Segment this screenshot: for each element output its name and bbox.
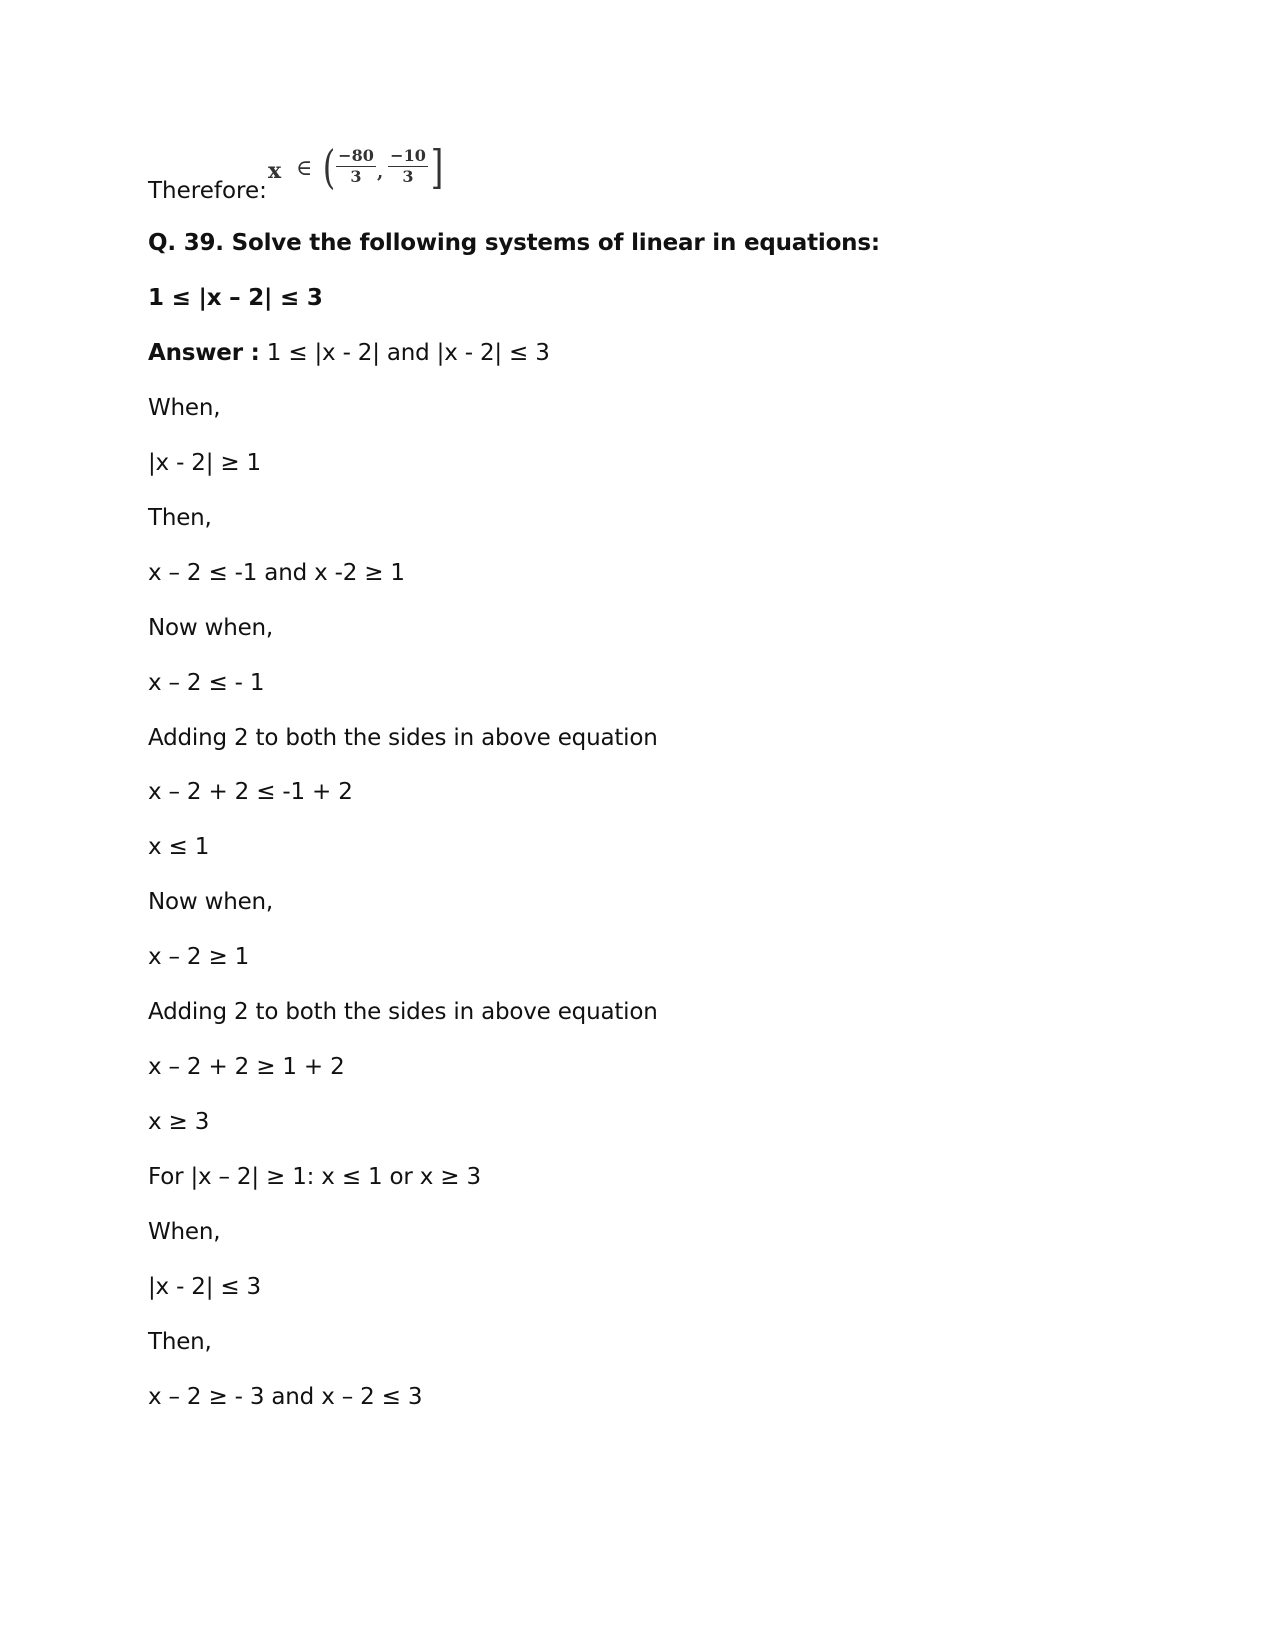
- formula-comma: ,: [377, 162, 384, 183]
- fraction-1-numerator: −80: [336, 146, 376, 167]
- formula-fraction-1: [336, 146, 376, 187]
- therefore-label: Therefore:: [148, 178, 267, 204]
- formula-open-paren: (: [322, 140, 336, 194]
- step-line: For |x – 2| ≥ 1: x ≤ 1 or x ≥ 3: [148, 1164, 481, 1190]
- step-line: |x - 2| ≥ 1: [148, 450, 261, 476]
- formula-x: x: [268, 158, 282, 184]
- fraction-2-denominator: 3: [402, 167, 414, 186]
- fraction-2-numerator: −10: [388, 146, 428, 167]
- answer-label: Answer :: [148, 340, 260, 366]
- formula-element-of: ∈: [296, 156, 313, 181]
- step-line: Adding 2 to both the sides in above equation: [148, 999, 658, 1025]
- question-title: Q. 39. Solve the following systems of linear in equations:: [148, 230, 880, 256]
- fraction-1-denominator: 3: [350, 167, 362, 186]
- step-line: Then,: [148, 1329, 212, 1355]
- question-statement: 1 ≤ |x – 2| ≤ 3: [148, 285, 323, 311]
- step-line: When,: [148, 395, 221, 421]
- answer-text: 1 ≤ |x - 2| and |x - 2| ≤ 3: [259, 340, 550, 366]
- step-line: Now when,: [148, 889, 274, 915]
- answer-line: [148, 338, 550, 368]
- step-line: Now when,: [148, 615, 274, 641]
- step-line: Then,: [148, 505, 212, 531]
- step-line: |x - 2| ≤ 3: [148, 1274, 261, 1300]
- step-line: x – 2 ≤ -1 and x -2 ≥ 1: [148, 560, 405, 586]
- step-line: Adding 2 to both the sides in above equation: [148, 725, 658, 751]
- step-line: x ≤ 1: [148, 834, 210, 860]
- step-line: x – 2 + 2 ≤ -1 + 2: [148, 779, 353, 805]
- step-line: x – 2 ≥ 1: [148, 944, 250, 970]
- formula-fraction-2: [388, 146, 428, 187]
- step-line: x ≥ 3: [148, 1109, 210, 1135]
- step-line: x – 2 ≥ - 3 and x – 2 ≤ 3: [148, 1384, 423, 1410]
- formula-close-bracket: ]: [430, 140, 444, 194]
- step-line: When,: [148, 1219, 221, 1245]
- step-line: x – 2 + 2 ≥ 1 + 2: [148, 1054, 345, 1080]
- step-line: x – 2 ≤ - 1: [148, 670, 265, 696]
